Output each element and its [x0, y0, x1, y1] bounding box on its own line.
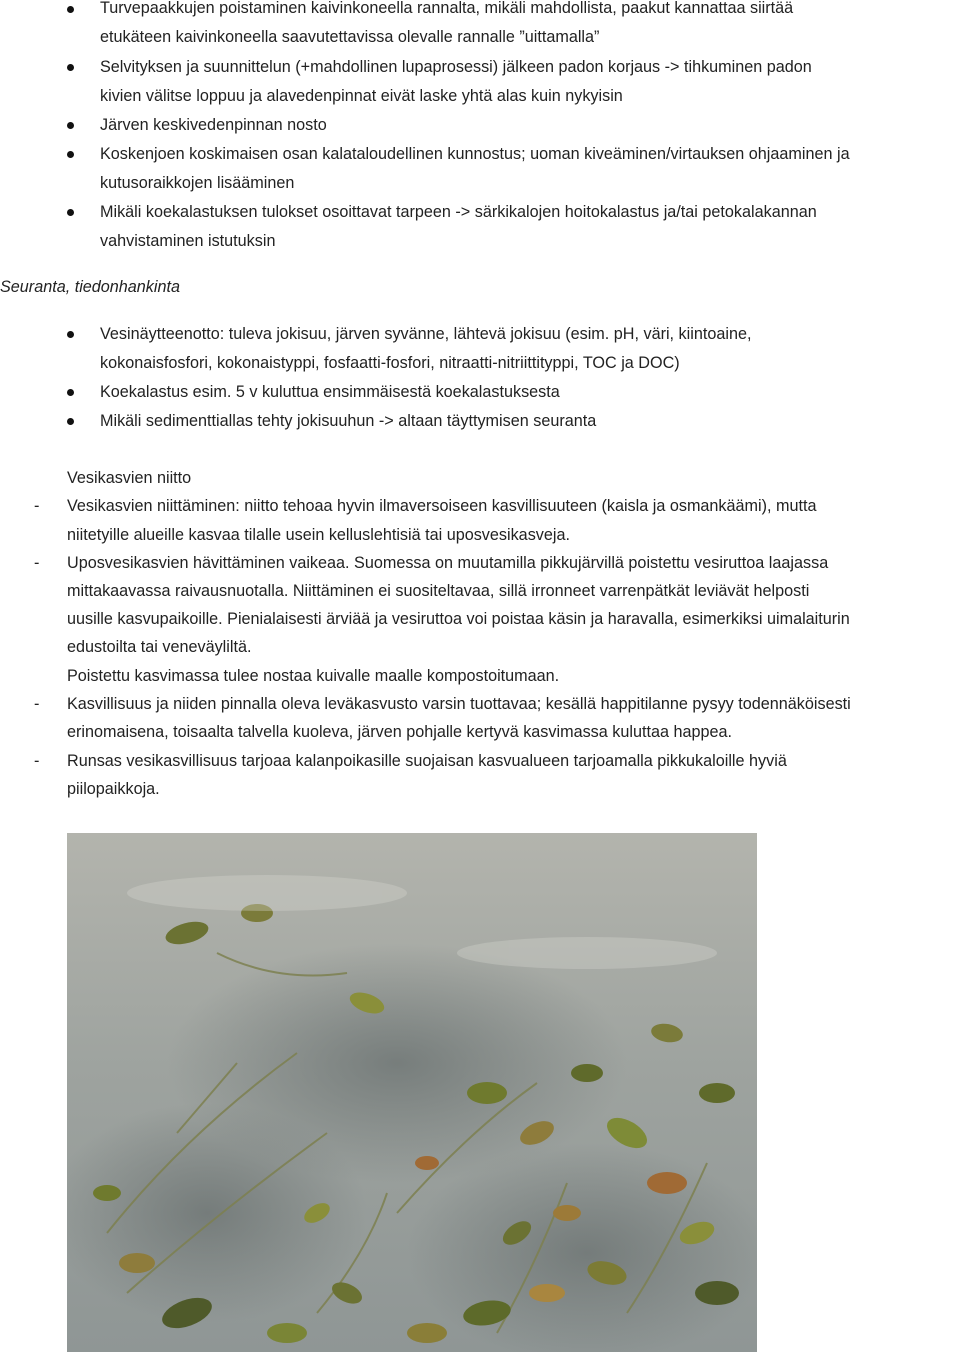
- bullet: [67, 151, 74, 158]
- list-item-line: kutusoraikkojen lisääminen: [100, 174, 295, 192]
- list-item-line: Selvityksen ja suunnittelun (+mahdollinen lupaprosessi) jälkeen padon korjaus -> tihkuminen padon: [100, 58, 812, 76]
- bullet: [67, 6, 74, 13]
- list-item-line: niitetyille alueille kasvaa tilalle usein kelluslehtisiä tai uposvesikasveja.: [67, 526, 570, 544]
- bullet: [67, 389, 74, 396]
- bullet: [67, 209, 74, 216]
- list-item-line: Runsas vesikasvillisuus tarjoaa kalanpoikasille suojaisan kasvualueen tarjoamalla pikkukaloille hyviä: [67, 752, 787, 770]
- dash-marker: -: [34, 752, 40, 770]
- list-item-line: Koekalastus esim. 5 v kuluttua ensimmäisestä koekalastuksesta: [100, 383, 560, 401]
- list-item-line: Mikäli koekalastuksen tulokset osoittavat tarpeen -> särkikalojen hoitokalastus ja/tai petokalakannan: [100, 203, 817, 221]
- dash-marker: -: [34, 497, 40, 515]
- dash-marker: -: [34, 695, 40, 713]
- list-item-line: Kasvillisuus ja niiden pinnalla oleva leväkasvusto varsin tuottavaa; kesällä happitilanne pysyy todennäköisesti: [67, 695, 851, 713]
- bullet: [67, 331, 74, 338]
- list-item-line: Mikäli sedimenttiallas tehty jokisuuhun -> altaan täyttymisen seuranta: [100, 412, 597, 430]
- list-item-line: mittakaavassa raivausnuotalla. Niittäminen ei suositeltavaa, sillä irronneet varrenpätkät leviävät helposti: [67, 582, 810, 600]
- list-item-line: uusille kasvupaikoille. Pienialaisesti ärviää ja vesiruttoa voi poistaa käsin ja haravalla, esimerkiksi uimalaiturin: [67, 610, 850, 628]
- list-item-line: Poistettu kasvimassa tulee nostaa kuivalle maalle kompostoitumaan.: [67, 667, 560, 685]
- bullet: [67, 418, 74, 425]
- list-item-line: Järven keskivedenpinnan nosto: [100, 116, 327, 134]
- list-item-line: Uposvesikasvien hävittäminen vaikeaa. Suomessa on muutamilla pikkujärvillä poistettu vesiruttoa laajassa: [67, 554, 829, 572]
- list-item-line: erinomaisena, toisaalta talvella kuoleva, järven pohjalle kertyvä kasvimassa kuluttaa happea.: [67, 723, 732, 741]
- bullet: [67, 122, 74, 129]
- section-heading-monitoring: Seuranta, tiedonhankinta: [0, 278, 180, 296]
- list-item-line: Vesinäytteenotto: tuleva jokisuu, järven syvänne, lähtevä jokisuu (esim. pH, väri, kiintoaine,: [100, 325, 752, 343]
- list-item-line: etukäteen kaivinkoneella saavutettavissa olevalle rannalle ”uittamalla”: [100, 28, 600, 46]
- bullet: [67, 64, 74, 71]
- list-item-line: piilopaikkoja.: [67, 780, 160, 798]
- list-item-line: kivien välitse loppuu ja alavedenpinnat eivät laske yhtä alas kuin nykyisin: [100, 87, 623, 105]
- list-item-line: vahvistaminen istutuksin: [100, 232, 276, 250]
- list-item-line: Koskenjoen koskimaisen osan kalataloudellinen kunnostus; uoman kiveäminen/virtauksen ohjaaminen ja: [100, 145, 850, 163]
- list-item-line: edustoilta tai veneväyliltä.: [67, 638, 252, 656]
- lake-water-plants-photo: [67, 833, 757, 1352]
- list-item-line: Turvepaakkujen poistaminen kaivinkoneella rannalta, mikäli mahdollista, paakut kannattaa siirtää: [100, 0, 794, 17]
- photo-illustration: [67, 833, 757, 1352]
- dash-marker: -: [34, 554, 40, 572]
- list-item-line: kokonaisfosfori, kokonaistyppi, fosfaatti-fosfori, nitraatti-nitriittityppi, TOC ja DOC): [100, 354, 680, 372]
- section-heading-mowing: Vesikasvien niitto: [67, 469, 192, 487]
- list-item-line: Vesikasvien niittäminen: niitto tehoaa hyvin ilmaversoiseen kasvillisuuteen (kaisla ja osmankäämi), mutta: [67, 497, 817, 515]
